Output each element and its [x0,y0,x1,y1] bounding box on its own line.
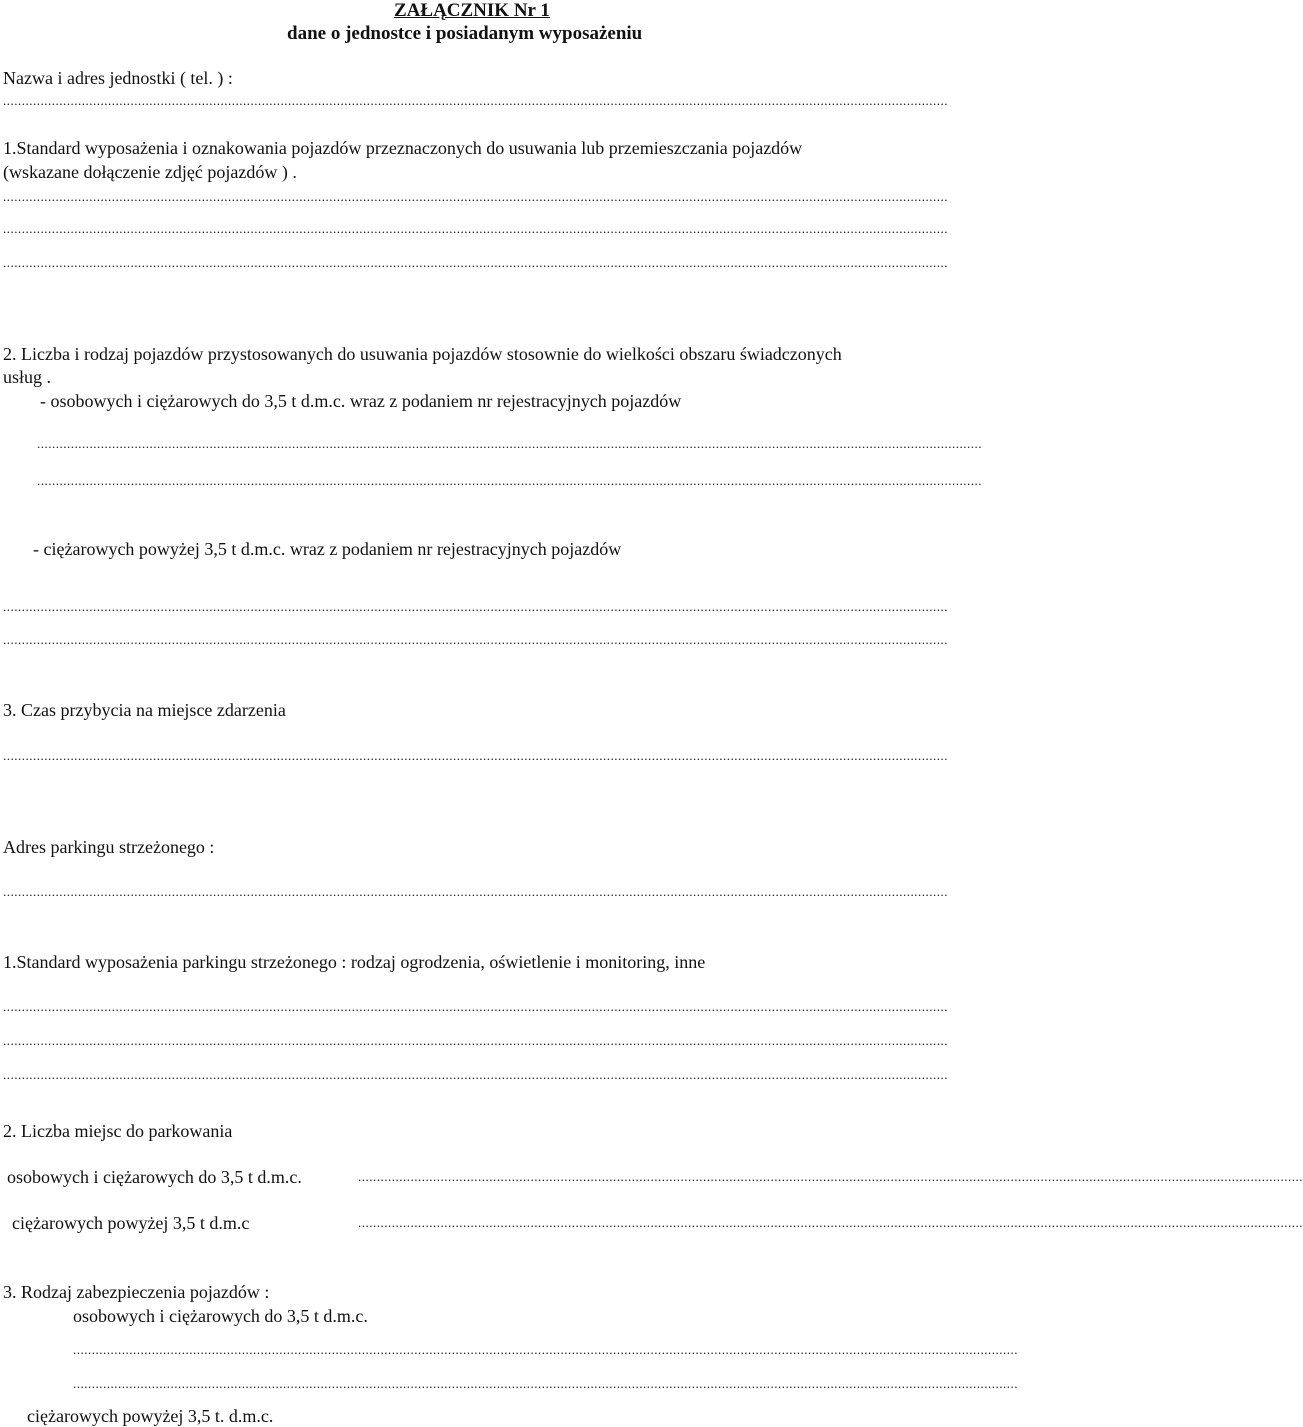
security-light-field-2[interactable]: ............................................................................................................................................................................................................................................................ [73,1376,1018,1391]
security-heavy-label: ciężarowych powyżej 3,5 t. d.m.c. [27,1406,274,1426]
heavy-vehicles-field-1[interactable]: ............................................................................................................................................................................................................................................................ [3,599,948,614]
arrival-time-field[interactable]: ............................................................................................................................................................................................................................................................ [3,748,948,763]
light-vehicles-field-2[interactable]: ............................................................................................................................................................................................................................................................ [37,473,982,488]
parking-standard-field-3[interactable]: ............................................................................................................................................................................................................................................................ [3,1067,948,1082]
section1-field-2[interactable]: ............................................................................................................................................................................................................................................................ [3,221,948,236]
heavy-vehicles-label: - ciężarowych powyżej 3,5 t d.m.c. wraz z podaniem nr rejestracyjnych pojazdów [33,539,622,559]
parking-address-label: Adres parkingu strzeżonego : [3,837,215,857]
spaces-heavy-label: ciężarowych powyżej 3,5 t d.m.c [12,1213,250,1233]
spaces-light-label: osobowych i ciężarowych do 3,5 t d.m.c. [7,1167,302,1187]
parking-standard-field-2[interactable]: ............................................................................................................................................................................................................................................................ [3,1033,948,1048]
parking-spaces-heading: 2. Liczba miejsc do parkowania [3,1121,233,1141]
security-light-label: osobowych i ciężarowych do 3,5 t d.m.c. [73,1306,368,1326]
light-vehicles-label: - osobowych i ciężarowych do 3,5 t d.m.c. wraz z podaniem nr rejestracyjnych pojazdów [40,391,682,411]
document-subtitle: dane o jednostce i posiadanym wyposażeniu [287,23,643,44]
section1-heading: 1.Standard wyposażenia i oznakowania pojazdów przeznaczonych do usuwania lub przemieszczania pojazdów [3,138,803,158]
unit-name-label: Nazwa i adres jednostki ( tel. ) : [3,68,233,88]
spaces-light-field[interactable]: ............................................................................................................................................................................................................................................................ [358,1169,1303,1184]
parking-standard-field-1[interactable]: ............................................................................................................................................................................................................................................................ [3,999,948,1014]
section2-heading: 2. Liczba i rodzaj pojazdów przystosowanych do usuwania pojazdów stosownie do wielkości obszaru świadczonych [3,344,842,364]
spaces-heavy-field[interactable]: ............................................................................................................................................................................................................................................................ [358,1215,1303,1230]
section1-field-3[interactable]: ............................................................................................................................................................................................................................................................ [3,255,948,270]
light-vehicles-field-1[interactable]: ............................................................................................................................................................................................................................................................ [37,436,982,451]
security-heading: 3. Rodzaj zabezpieczenia pojazdów : [3,1282,270,1302]
parking-address-field[interactable]: ............................................................................................................................................................................................................................................................ [3,884,948,899]
section1-subheading: (wskazane dołączenie zdjęć pojazdów ) . [3,162,297,182]
annex-title: ZAŁĄCZNIK Nr 1 [394,0,550,21]
heavy-vehicles-field-2[interactable]: ............................................................................................................................................................................................................................................................ [3,632,948,647]
section3-heading: 3. Czas przybycia na miejsce zdarzenia [3,700,286,720]
parking-standard-heading: 1.Standard wyposażenia parkingu strzeżonego : rodzaj ogrodzenia, oświetlenie i monitoring, inne [3,952,706,972]
section2-heading-cont: usług . [3,367,52,387]
unit-name-field[interactable]: ............................................................................................................................................................................................................................................................ [3,93,948,108]
section1-field-1[interactable]: ............................................................................................................................................................................................................................................................ [3,189,948,204]
security-light-field-1[interactable]: ............................................................................................................................................................................................................................................................ [73,1342,1018,1357]
